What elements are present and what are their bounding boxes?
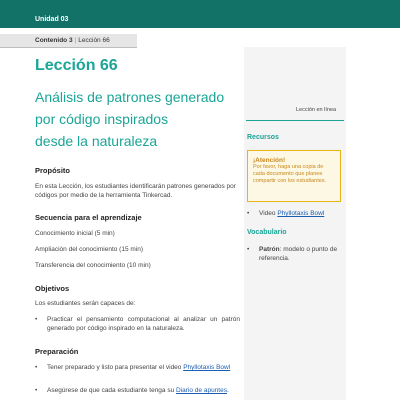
online-lesson-link[interactable]: Lección en línea — [296, 107, 337, 113]
objectives-intro: Los estudiantes serán capaces de: — [35, 300, 136, 307]
sequence-heading: Secuencia para el aprendizaje — [35, 213, 142, 222]
header-bar — [0, 0, 400, 28]
preparation-text — [35, 363, 240, 372]
sequence-item: Ampliación del conocimiento (15 min) — [35, 246, 144, 253]
bullet-icon: • — [35, 316, 38, 323]
preparation-heading: Preparación — [35, 347, 79, 356]
vocabulary-definition: : modelo o punto de referencia. — [259, 246, 338, 262]
phyllotaxis-bowl-link[interactable]: Phyllotaxis Bowl — [183, 364, 231, 371]
bullet-icon: • — [35, 364, 38, 371]
vocabulary-item — [247, 245, 343, 263]
attention-text: Por favor, haga una copia de cada documento que planee compartir con los estudiantes. — [253, 164, 327, 184]
subtitle-line: por código inspirados — [35, 111, 169, 127]
preparation-item — [35, 363, 240, 372]
subtitle-line: desde la naturaleza — [35, 133, 158, 149]
sequence-item: Conocimiento inicial (5 min) — [35, 230, 115, 237]
preparation-item-suffix: . — [226, 387, 229, 394]
objective-item — [35, 315, 240, 333]
resource-text — [247, 209, 343, 218]
resources-heading: Recursos — [247, 134, 279, 141]
divider — [246, 120, 344, 121]
preparation-item-text: Asegúrese de que cada estudiante tenga su — [47, 387, 177, 394]
purpose-heading: Propósito — [35, 166, 70, 175]
purpose-text: En esta Lección, los estudiantes identificarán patrones generados por códigos por medio de la herramienta Tinkercad. — [35, 183, 236, 199]
subtitle-line: Análisis de patrones generado — [35, 89, 225, 105]
preparation-item-text: Tener preparado y listo para presentar el video — [47, 364, 184, 371]
sequence-item: Transferencia del conocimiento (10 min) — [35, 262, 151, 269]
resource-prefix: Video — [259, 210, 278, 217]
vocabulary-term: Patrón — [259, 246, 280, 253]
lesson-subtitle — [35, 86, 240, 152]
bullet-icon: • — [247, 246, 250, 253]
breadcrumb-lesson: Lección 66 — [78, 37, 110, 44]
phyllotaxis-bowl-video-link[interactable]: Phyllotaxis Bowl — [277, 210, 325, 217]
vocabulary-heading: Vocabulario — [247, 229, 287, 236]
bullet-icon: • — [35, 387, 38, 394]
bullet-icon: • — [247, 210, 250, 217]
lesson-title: Lección 66 — [35, 57, 118, 74]
unit-label: Unidad 03 — [35, 16, 69, 23]
diario-de-apuntes-link[interactable]: Diario de apuntes — [176, 387, 227, 394]
resource-item — [247, 209, 343, 218]
attention-box — [247, 150, 341, 202]
breadcrumb-content: Contenido 3 — [35, 37, 73, 44]
objective-text: Practicar el pensamiento computacional al analizar un patrón generado por código inspirado en la naturaleza. — [47, 316, 240, 332]
vocabulary-text — [247, 245, 343, 263]
breadcrumb-separator: | — [74, 37, 77, 44]
preparation-item — [35, 386, 240, 395]
objectives-heading: Objetivos — [35, 284, 70, 293]
breadcrumb — [35, 37, 110, 44]
attention-title: ¡Atención! — [253, 157, 286, 164]
preparation-text — [35, 386, 240, 395]
sidebar — [244, 47, 346, 400]
